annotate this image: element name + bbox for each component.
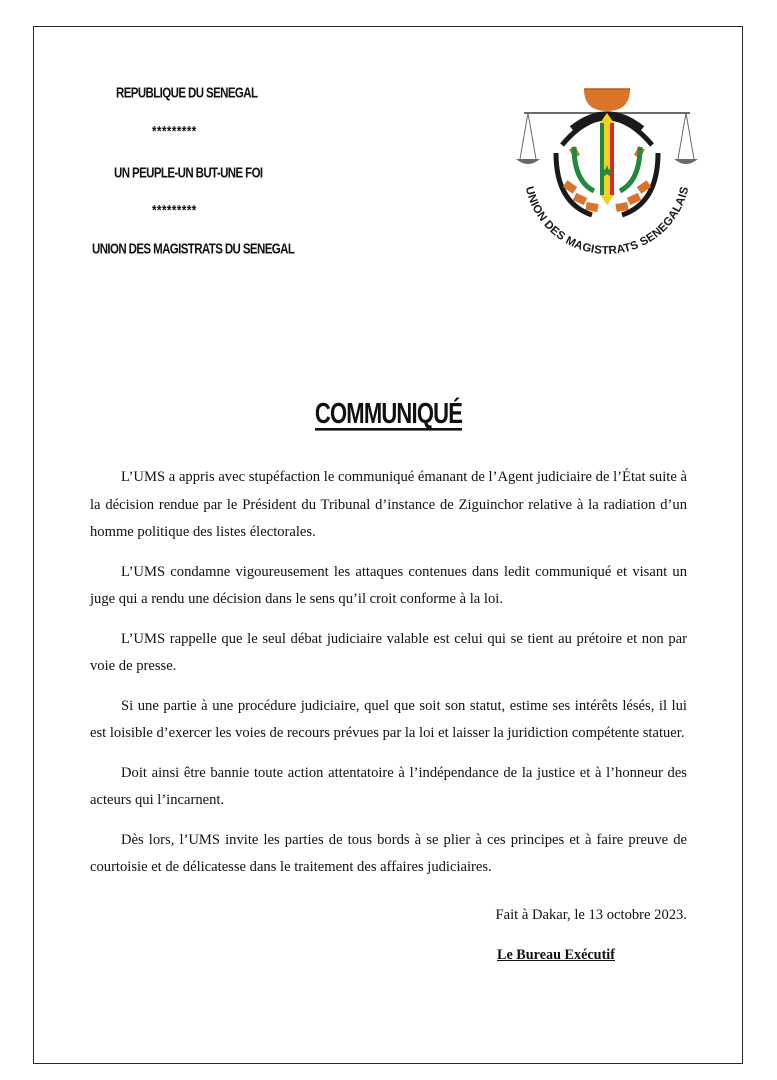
- paragraph: L’UMS rappelle que le seul débat judiciaire valable est celui qui se tient au prétoire et non par voie de presse.: [90, 630, 687, 674]
- paragraph: Dès lors, l’UMS invite les parties de tous bords à se plier à ces principes et à faire preuve de courtoisie et de délicatesse dans le traitement des affaires judiciaires.: [90, 831, 687, 875]
- document-title-text: COMMUNIQUÉ: [314, 396, 463, 430]
- document-body: [90, 464, 687, 894]
- letterhead-separator: *********: [152, 203, 197, 219]
- paragraph: L’UMS a appris avec stupéfaction le communiqué émanant de l’Agent judiciaire de l’État suite à la décision rendue par le Président du Tribunal d’instance de Ziguinchor relative à la radiation d’un homme politique des listes électorales.: [90, 469, 687, 540]
- place-and-date: Fait à Dakar, le 13 octobre 2023.: [495, 907, 687, 923]
- senegal-flag-icon: [600, 113, 614, 205]
- paragraph: L’UMS condamne vigoureusement les attaques contenues dans ledit communiqué et visant un juge qui a rendu une décision dans le sens qu’il croit conforme à la loi.: [90, 563, 687, 607]
- letterhead-separator: *********: [152, 124, 197, 140]
- signature-bureau: Le Bureau Exécutif: [497, 947, 615, 963]
- document-title: [0, 396, 777, 430]
- paragraph: Si une partie à une procédure judiciaire, quel que soit son statut, estime ses intérêts lésés, il lui est loisible d’exercer les voies de recours prévues par la loi et laisser la juridiction compétente statuer.: [90, 697, 687, 741]
- paragraph: Doit ainsi être bannie toute action attentatoire à l’indépendance de la justice et à l’honneur des acteurs qui l’incarnent.: [90, 764, 687, 808]
- emblem-ring-text: UNION DES MAGISTRATS SENEGALAIS: [522, 185, 692, 258]
- ums-emblem-logo: [512, 83, 702, 273]
- letterhead-country: REPUBLIQUE DU SENEGAL: [116, 86, 258, 101]
- letterhead-motto: UN PEUPLE-UN BUT-UNE FOI: [114, 166, 263, 181]
- letterhead-organization: UNION DES MAGISTRATS DU SENEGAL: [92, 242, 295, 258]
